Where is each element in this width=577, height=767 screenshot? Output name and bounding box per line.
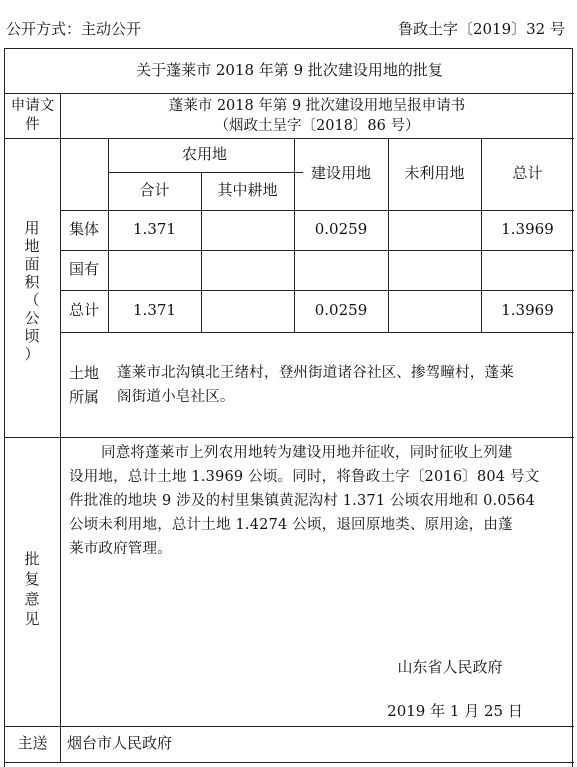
cell-cultivated [201,290,294,332]
recipient-value: 烟台市人民政府 [67,734,173,753]
cell-unused [388,290,481,332]
issuing-authority: 山东省人民政府 [397,658,503,677]
application-line-1: 蓬莱市 2018 年第 9 批次建设用地呈报申请书 [168,97,466,114]
header-construction-land: 建设用地 [310,164,371,183]
cell-cultivated [201,250,294,290]
land-area-label: 用 地 面 积 （ 公 顷 ） [24,219,40,363]
approval-opinion-label: 批 复 意 见 [24,550,40,628]
header-subtotal: 合计 [139,181,170,200]
cell-construction: 0.0259 [314,301,368,320]
application-label: 申请文件 [10,97,55,133]
header-total: 总计 [512,164,543,183]
rule [5,437,574,438]
header-cultivated: 其中耕地 [217,181,278,200]
header-unused-land: 未利用地 [404,164,465,183]
ownership-label: 土地 所属 [68,363,99,406]
row-label: 集体 [68,220,99,239]
cell-construction: 0.0259 [314,220,368,239]
header-agricultural-land: 农用地 [181,145,227,164]
cell-subtotal [108,250,201,290]
document-number: 鲁政土字〔2019〕32 号 [397,20,565,38]
land-ownership: 蓬莱市北沟镇北王绪村，登州街道诸谷社区、掺驾疃村，蓬莱 阁街道小皂社区。 [117,365,514,405]
row-label: 总计 [68,301,99,320]
row-label: 国有 [68,260,99,279]
cell-total [481,250,574,290]
cell-total: 1.3969 [501,301,554,320]
recipient-label: 主送 [17,734,48,753]
application-document [60,93,574,138]
document-title: 关于蓬莱市 2018 年第 9 批次建设用地的批复 [136,61,443,80]
approval-table [4,48,573,767]
cell-unused [388,250,481,290]
rule [60,332,574,333]
approval-opinion-text: 同意将蓬莱市上列农用地转为建设用地并征收，同时征收上列建 设用地，总计土地 1.3969 公顷。同时，将鲁政土字〔2016〕804 号文 件批准的地块 9 涉及的村里集镇黄泥沟村 1.371 公顷农用地和 0.0564 公顷未利用地，总计土地 1.4274 公顷，退回原地类、原用途，由蓬 莱市政府管理。 [69,445,540,557]
cell-unused [388,210,481,250]
cell-subtotal: 1.371 [133,301,176,320]
rule [5,762,574,763]
approval-date: 2019 年 1 月 25 日 [387,702,523,721]
cell-subtotal: 1.371 [133,220,176,239]
cell-construction [294,250,388,290]
disclosure-method: 公开方式：主动公开 [6,20,142,38]
cell-total: 1.3969 [501,220,554,239]
application-line-2: （烟政土呈字〔2018〕86 号） [214,117,420,134]
cell-cultivated [201,210,294,250]
